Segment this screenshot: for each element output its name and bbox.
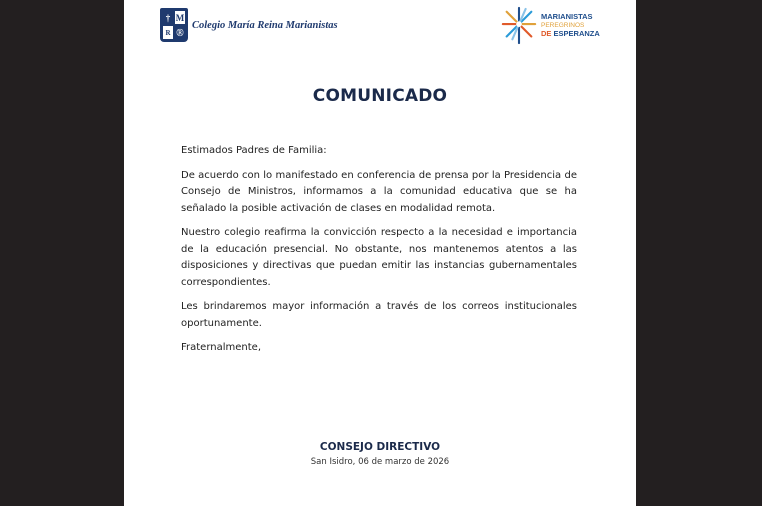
crest-letter-r: R [162, 25, 174, 40]
signature-block [124, 441, 636, 467]
crest-cross: † [162, 10, 174, 25]
school-name: Colegio María Reina Marianistas [192, 19, 338, 31]
signature-place-date: San Isidro, 06 de marzo de 2026 [310, 457, 450, 467]
paragraph: Les brindaremos mayor información a través de los correos institucionales oportunamente. [181, 301, 577, 329]
tagline-line-1: MARIANISTAS [541, 12, 593, 22]
tagline-line-3 [541, 30, 600, 39]
tagline-line-2: PEREGRINOS [541, 21, 585, 29]
document-title: COMUNICADO [312, 86, 448, 106]
partner-logo [500, 5, 600, 47]
crest-letter-m: M [174, 10, 186, 25]
signature-title: CONSEJO DIRECTIVO [319, 441, 441, 453]
greeting: Estimados Padres de Familia: [181, 145, 327, 156]
tagline-prefix: DE [541, 29, 552, 39]
paragraph: Nuestro colegio reafirma la convicción respecto a la necesidad e importancia de la educación presencial. No obstante, nos mantenemos atentos a las disposiciones y directivas que puedan emitir las instancias gubernamentales correspondientes. [181, 227, 577, 288]
crest-mark: Ⓡ [174, 25, 186, 40]
tagline-word: ESPERANZA [553, 29, 600, 39]
star-burst-icon [500, 5, 538, 47]
partner-tagline [541, 13, 600, 39]
school-crest-icon [160, 8, 188, 42]
school-logo [160, 8, 338, 42]
paragraph: De acuerdo con lo manifestado en conferencia de prensa por la Presidencia de Consejo de Ministros, informamos a la comunidad educativa que se ha señalado la posible activación de clases en modalidad remota. [181, 169, 577, 214]
document-body [181, 143, 577, 365]
document-page [124, 0, 636, 506]
closing: Fraternalmente, [181, 342, 261, 353]
